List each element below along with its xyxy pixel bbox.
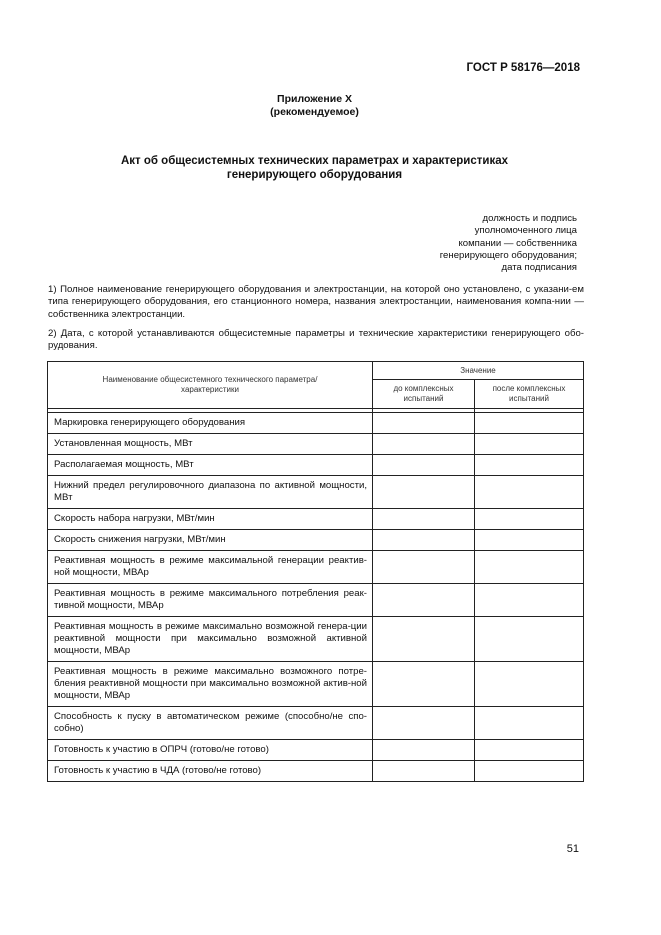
table-row — [48, 509, 584, 530]
table-row — [48, 455, 584, 476]
value-before-cell — [373, 617, 475, 662]
parameter-name: Скорость набора нагрузки, МВт/мин — [48, 509, 373, 530]
value-before-cell — [373, 740, 475, 761]
parameter-name: Маркировка генерирующего оборудования — [48, 413, 373, 434]
value-before-cell — [373, 530, 475, 551]
value-after-cell — [475, 509, 584, 530]
table-row — [48, 662, 584, 707]
value-after-cell — [475, 707, 584, 740]
table-row — [48, 617, 584, 662]
signature-line: уполномоченного лица — [474, 225, 577, 237]
value-after-cell — [475, 761, 584, 782]
value-before-cell — [373, 434, 475, 455]
table-row — [48, 551, 584, 584]
value-after-cell — [475, 476, 584, 509]
parameter-name: Реактивная мощность в режиме максимально возможного потре-бления реактивной мощности при максимально возможной актив-ной мощности, МВАр — [48, 662, 373, 707]
parameter-name: Нижний предел регулировочного диапазона по активной мощности, МВт — [48, 476, 373, 509]
parameter-name: Готовность к участию в ОПРЧ (готово/не готово) — [48, 740, 373, 761]
value-before-cell — [373, 455, 475, 476]
value-after-cell — [475, 740, 584, 761]
parameter-name: Готовность к участию в ЧДА (готово/не готово) — [48, 761, 373, 782]
signature-line: генерирующего оборудования; — [439, 249, 577, 261]
column-header-after-tests: после комплексных испытаний — [475, 380, 584, 409]
signature-block — [440, 213, 577, 274]
parameters-table — [47, 361, 584, 782]
column-header-value: Значение — [373, 362, 584, 380]
table-row — [48, 761, 584, 782]
value-after-cell — [475, 584, 584, 617]
appendix-heading — [0, 93, 629, 119]
act-title-line-2: генерирующего оборудования — [226, 169, 403, 181]
value-before-cell — [373, 761, 475, 782]
act-title — [0, 154, 629, 182]
value-before-cell — [373, 584, 475, 617]
signature-line: компании — собственника — [458, 237, 577, 249]
value-after-cell — [475, 662, 584, 707]
value-before-cell — [373, 662, 475, 707]
value-before-cell — [373, 413, 475, 434]
value-before-cell — [373, 509, 475, 530]
column-header-parameter-name: Наименование общесистемного технического параметра/характеристики — [48, 362, 373, 409]
appendix-status: (рекомендуемое) — [270, 106, 359, 118]
value-after-cell — [475, 455, 584, 476]
parameter-name: Реактивная мощность в режиме максимальной генерации реактив-ной мощности, МВАр — [48, 551, 373, 584]
value-after-cell — [475, 617, 584, 662]
column-header-before-tests: до комплексных испытаний — [373, 380, 475, 409]
value-after-cell — [475, 434, 584, 455]
footnote-2: 2) Дата, с которой устанавливаются общесистемные параметры и технические характеристики генерирующего обо-рудования. — [48, 327, 584, 352]
table-row — [48, 476, 584, 509]
table-row — [48, 707, 584, 740]
footnote-1: 1) Полное наименование генерирующего оборудования и электростанции, на которой оно установлено, с указани-ем типа генерирующего оборудования, его станционного номера, названия электростанции, наименования компа-нии — собственника электростанции. — [48, 284, 584, 320]
page-number: 51 — [566, 843, 579, 855]
footnotes — [48, 284, 584, 359]
document-code: ГОСТ Р 58176—2018 — [466, 62, 580, 74]
parameter-name: Способность к пуску в автоматическом режиме (способно/не спо-собно) — [48, 707, 373, 740]
appendix-label: Приложение Х — [277, 93, 352, 105]
parameter-name: Реактивная мощность в режиме максимального потребления реак-тивной мощности, МВАр — [48, 584, 373, 617]
value-before-cell — [373, 707, 475, 740]
value-after-cell — [475, 530, 584, 551]
act-title-line-1: Акт об общесистемных технических параметрах и характеристиках — [120, 155, 509, 167]
table-row — [48, 740, 584, 761]
value-after-cell — [475, 551, 584, 584]
table-row — [48, 530, 584, 551]
signature-line: дата подписания — [501, 262, 577, 274]
value-before-cell — [373, 551, 475, 584]
value-before-cell — [373, 476, 475, 509]
parameter-name: Реактивная мощность в режиме максимально возможной генера-ции реактивной мощности при максимально возможной активной мощности, МВАр — [48, 617, 373, 662]
table-row — [48, 584, 584, 617]
value-after-cell — [475, 413, 584, 434]
table-row — [48, 413, 584, 434]
table-row — [48, 434, 584, 455]
signature-line: должность и подпись — [482, 213, 577, 224]
parameter-name: Располагаемая мощность, МВт — [48, 455, 373, 476]
parameter-name: Скорость снижения нагрузки, МВт/мин — [48, 530, 373, 551]
parameter-name: Установленная мощность, МВт — [48, 434, 373, 455]
